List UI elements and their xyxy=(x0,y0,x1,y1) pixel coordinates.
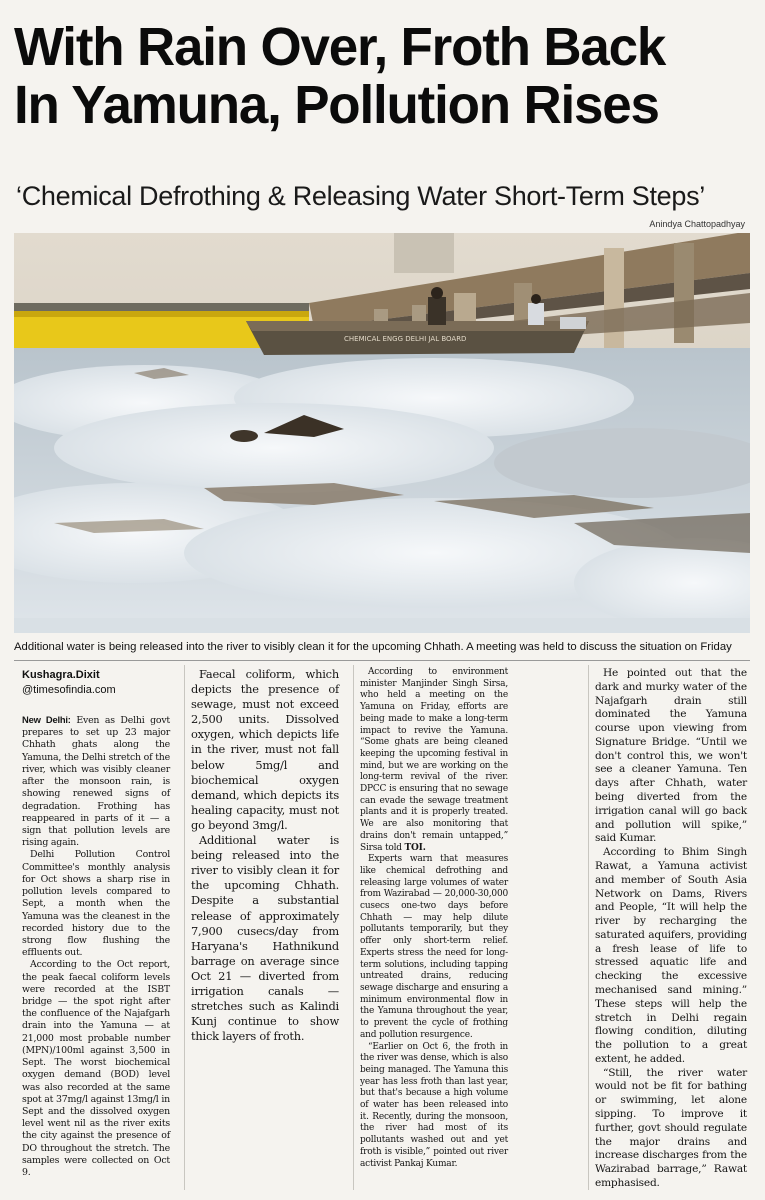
paragraph-text: Even as Delhi govt prepares to set up 23 major Chhath ghats along the Yamuna, the Delhi stretch of the river, which was visibly cleaner after the monsoon rain, is showing renewed signs of degradation. Frothing has reappeared in parts of it — a sign that pollution levels are rising again. xyxy=(22,715,171,849)
article-paragraph: Faecal coliform, which depicts the presence of sewage, must not exceed 2,500 units. Dissolved oxygen, which depicts life in the river, must not fall below 5mg/l and biochemical oxygen demand, which depicts its healing capacity, must not go beyond 3mg/l. xyxy=(191,667,339,832)
author-name: Kushagra.Dixit xyxy=(22,669,100,681)
article-paragraph: According to the Oct report, the peak faecal coliform levels were recorded at the ISBT bridge — the spot right after the confluence of the Najafgarh drain into the Yamuna — at 21,000 most probable number (MPN)/100ml against 3,500 in Sept. The worst biochemical oxygen demand (BOD) level was also recorded at the same spot at 37mg/l against 13mg/l in Sept and the dissolved oxygen level went nil as the river exits the city against the presence of DO throughout the stretch. The samples were collected on Oct 9. xyxy=(22,959,170,1179)
paragraph-text: According to environment minister Manjinder Singh Sirsa, who held a meeting on the Yamuna on Friday, efforts are being made to make a long-term impact to revive the Yamuna. “Some ghats are being cleaned keeping the upcoming festival in mind, but we are working on the long-term revival of the river. DPCC is ensuring that no sewage can evade the sewage treatment plants and it is properly treated. We are also monitoring that drains don't remain untapped,” Sirsa told xyxy=(360,667,508,853)
article-paragraph: Additional water is being released into the river to visibly clean it for the upcoming Chhath. Despite a substantial release of approximately 7,900 cusecs/day from Haryana's Hathnikund barrage on average since Oct 21 — diverted from irrigation canals — stretches such as Kalindi Kunj continue to show thick layers of froth. xyxy=(191,833,339,1044)
yamuna-froth-photo xyxy=(14,233,750,633)
article-paragraph: “Still, the river water would not be fit for bathing or swimming, let alone sipping. To improve it further, govt should regulate the major drains and increase discharges from the Wazirabad barrage,” Rawat emphasised. xyxy=(595,1066,747,1189)
byline xyxy=(22,668,182,698)
subheadline: ‘Chemical Defrothing & Releasing Water Short-Term Steps’ xyxy=(16,181,705,211)
dateline: New Delhi: xyxy=(22,714,71,725)
photo-caption: Additional water is being released into the river to visibly clean it for the upcoming Chhath. A meeting was held to discuss the situation on Friday xyxy=(14,641,732,653)
column-divider xyxy=(588,665,589,1190)
article-paragraph: He pointed out that the dark and murky water of the Najafgarh drain still dominated the Yamuna course upon viewing from Signature Bridge. “Until we don't control this, we won't see a cleaner Yamuna. Ten days after Chhath, water being diverted from the irrigation canal will go back and pollution will spike,” said Kumar. xyxy=(595,667,747,845)
photo-credit: Anindya Chattopadhyay xyxy=(649,219,745,229)
source-name: TOI. xyxy=(404,842,426,853)
article-column-1 xyxy=(22,714,170,1179)
article-paragraph: “Earlier on Oct 6, the froth in the river was dense, which is also being managed. The Yamuna this year has less froth than last year, but that's because a high volume of water has been released into it. Recently, during the monsoon, the river had most of its pollutants washed out and yet froth is visible,” pointed out river activist Pankaj Kumar. xyxy=(360,1041,508,1169)
article-paragraph xyxy=(22,714,170,849)
column-divider xyxy=(184,665,185,1190)
author-handle: @timesofindia.com xyxy=(22,684,116,696)
article-column-3 xyxy=(360,667,508,1170)
article-paragraph: According to Bhim Singh Rawat, a Yamuna activist and member of South Asia Network on Dams, Rivers and People, “It will help the river by recharging the saturated aquifers, providing a fresh lease of life to stressed aquatic life and checking the excessive mechanised sand mining.” These steps will help the stretch in Delhi regain flowing condition, diluting the pollution to a great extent, he added. xyxy=(595,846,747,1065)
article-column-2 xyxy=(191,667,339,1044)
headline-line-2: In Yamuna, Pollution Rises xyxy=(14,75,659,135)
headline-line-1: With Rain Over, Froth Back xyxy=(14,17,666,77)
article-column-4 xyxy=(595,667,747,1191)
headline xyxy=(14,18,739,134)
column-divider xyxy=(353,665,354,1190)
news-photo xyxy=(14,233,750,633)
article-paragraph: Delhi Pollution Control Committee's monthly analysis for Oct shows a sharp rise in pollution levels compared to Sept, a month when the Yamuna was the cleanest in the recorded history due to the strong flow flushing the effluents out. xyxy=(22,849,170,959)
caption-divider xyxy=(14,660,750,661)
boat-text: CHEMICAL ENGG DELHI JAL BOARD xyxy=(344,335,467,343)
article-paragraph: Experts warn that measures like chemical defrothing and releasing large volumes of water from Wazirabad — 20,000-30,000 cusecs one-two days before Chhath — may help dilute pollutants temporarily, but they offer only short-term relief. Experts stress the need for long-term solutions, including tapping untreated drains, reducing sewage discharge and ensuring a minimum environmental flow in the Yamuna throughout the year, to prevent the cycle of frothing and pollution resurgence. xyxy=(360,854,508,1040)
article-paragraph xyxy=(360,667,508,854)
